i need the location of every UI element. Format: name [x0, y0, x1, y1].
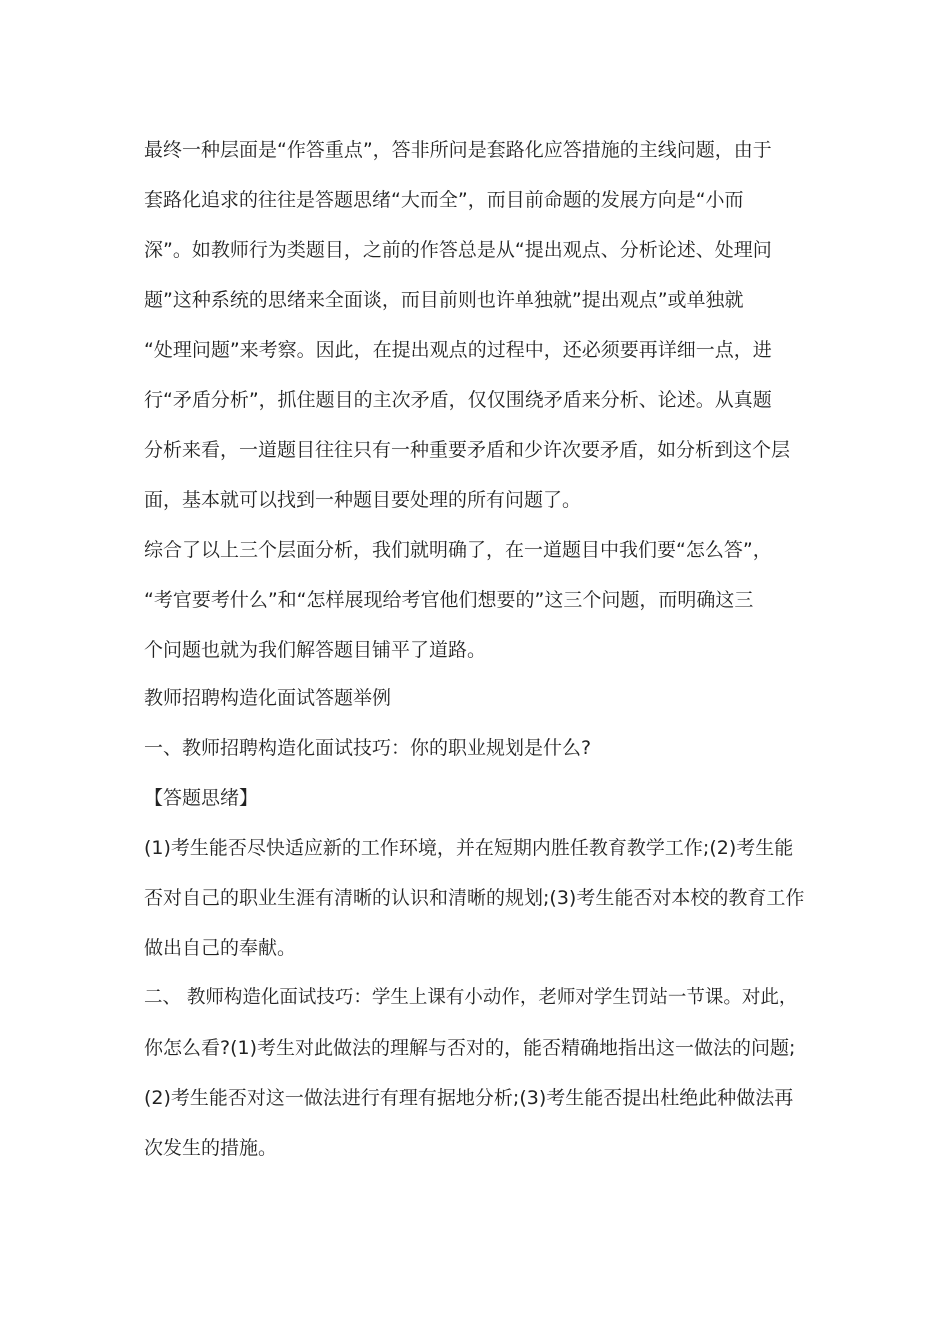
answer-hint-heading: 【答题思绪】	[144, 787, 259, 809]
section-heading: 教师招聘构造化面试答题举例	[144, 687, 392, 709]
text-line: 题”这种系统的思绪来全面谈，而目前则也许单独就”提出观点”或单独就	[144, 289, 744, 311]
text-line: “处理问题”来考察。因此，在提出观点的过程中，还必须要再详细一点，进	[144, 339, 772, 361]
text-line: 最终一种层面是“作答重点”，答非所问是套路化应答措施的主线问题，由于	[144, 139, 772, 161]
text-line: 分析来看，一道题目往往只有一种重要矛盾和少许次要矛盾，如分析到这个层	[144, 439, 791, 461]
text-line: 个问题也就为我们解答题目铺平了道路。	[144, 639, 487, 661]
text-line: 深”。如教师行为类题目，之前的作答总是从“提出观点、分析论述、处理问	[144, 239, 772, 261]
question-heading: 一、教师招聘构造化面试技巧：你的职业规划是什么?	[144, 737, 592, 759]
text-line: 行“矛盾分析”，抓住题目的主次矛盾，仅仅围绕矛盾来分析、论述。从真题	[144, 389, 772, 411]
text-line: 次发生的措施。	[144, 1137, 278, 1159]
text-line: 套路化追求的往往是答题思绪“大而全”，而目前命题的发展方向是“小而	[144, 189, 744, 211]
text-line: 面，基本就可以找到一种题目要处理的所有问题了。	[144, 489, 582, 511]
text-line: 你怎么看?(1)考生对此做法的理解与否对的，能否精确地指出这一做法的问题;	[144, 1037, 796, 1059]
text-line: (1)考生能否尽快适应新的工作环境，并在短期内胜任教育教学工作;(2)考生能	[144, 837, 794, 859]
text-line: “考官要考什么”和“怎样展现给考官他们想要的”这三个问题，而明确这三	[144, 589, 754, 611]
text-line: 否对自己的职业生涯有清晰的认识和清晰的规划;(3)考生能否对本校的教育工作	[144, 887, 805, 909]
question-heading: 二、 教师构造化面试技巧：学生上课有小动作，老师对学生罚站一节课。对此，	[144, 987, 798, 1008]
text-line: 做出自己的奉献。	[144, 937, 297, 959]
text-line: (2)考生能否对这一做法进行有理有据地分析;(3)考生能否提出杜绝此种做法再	[144, 1087, 794, 1109]
text-line: 综合了以上三个层面分析，我们就明确了，在一道题目中我们要“怎么答”，	[144, 539, 772, 561]
